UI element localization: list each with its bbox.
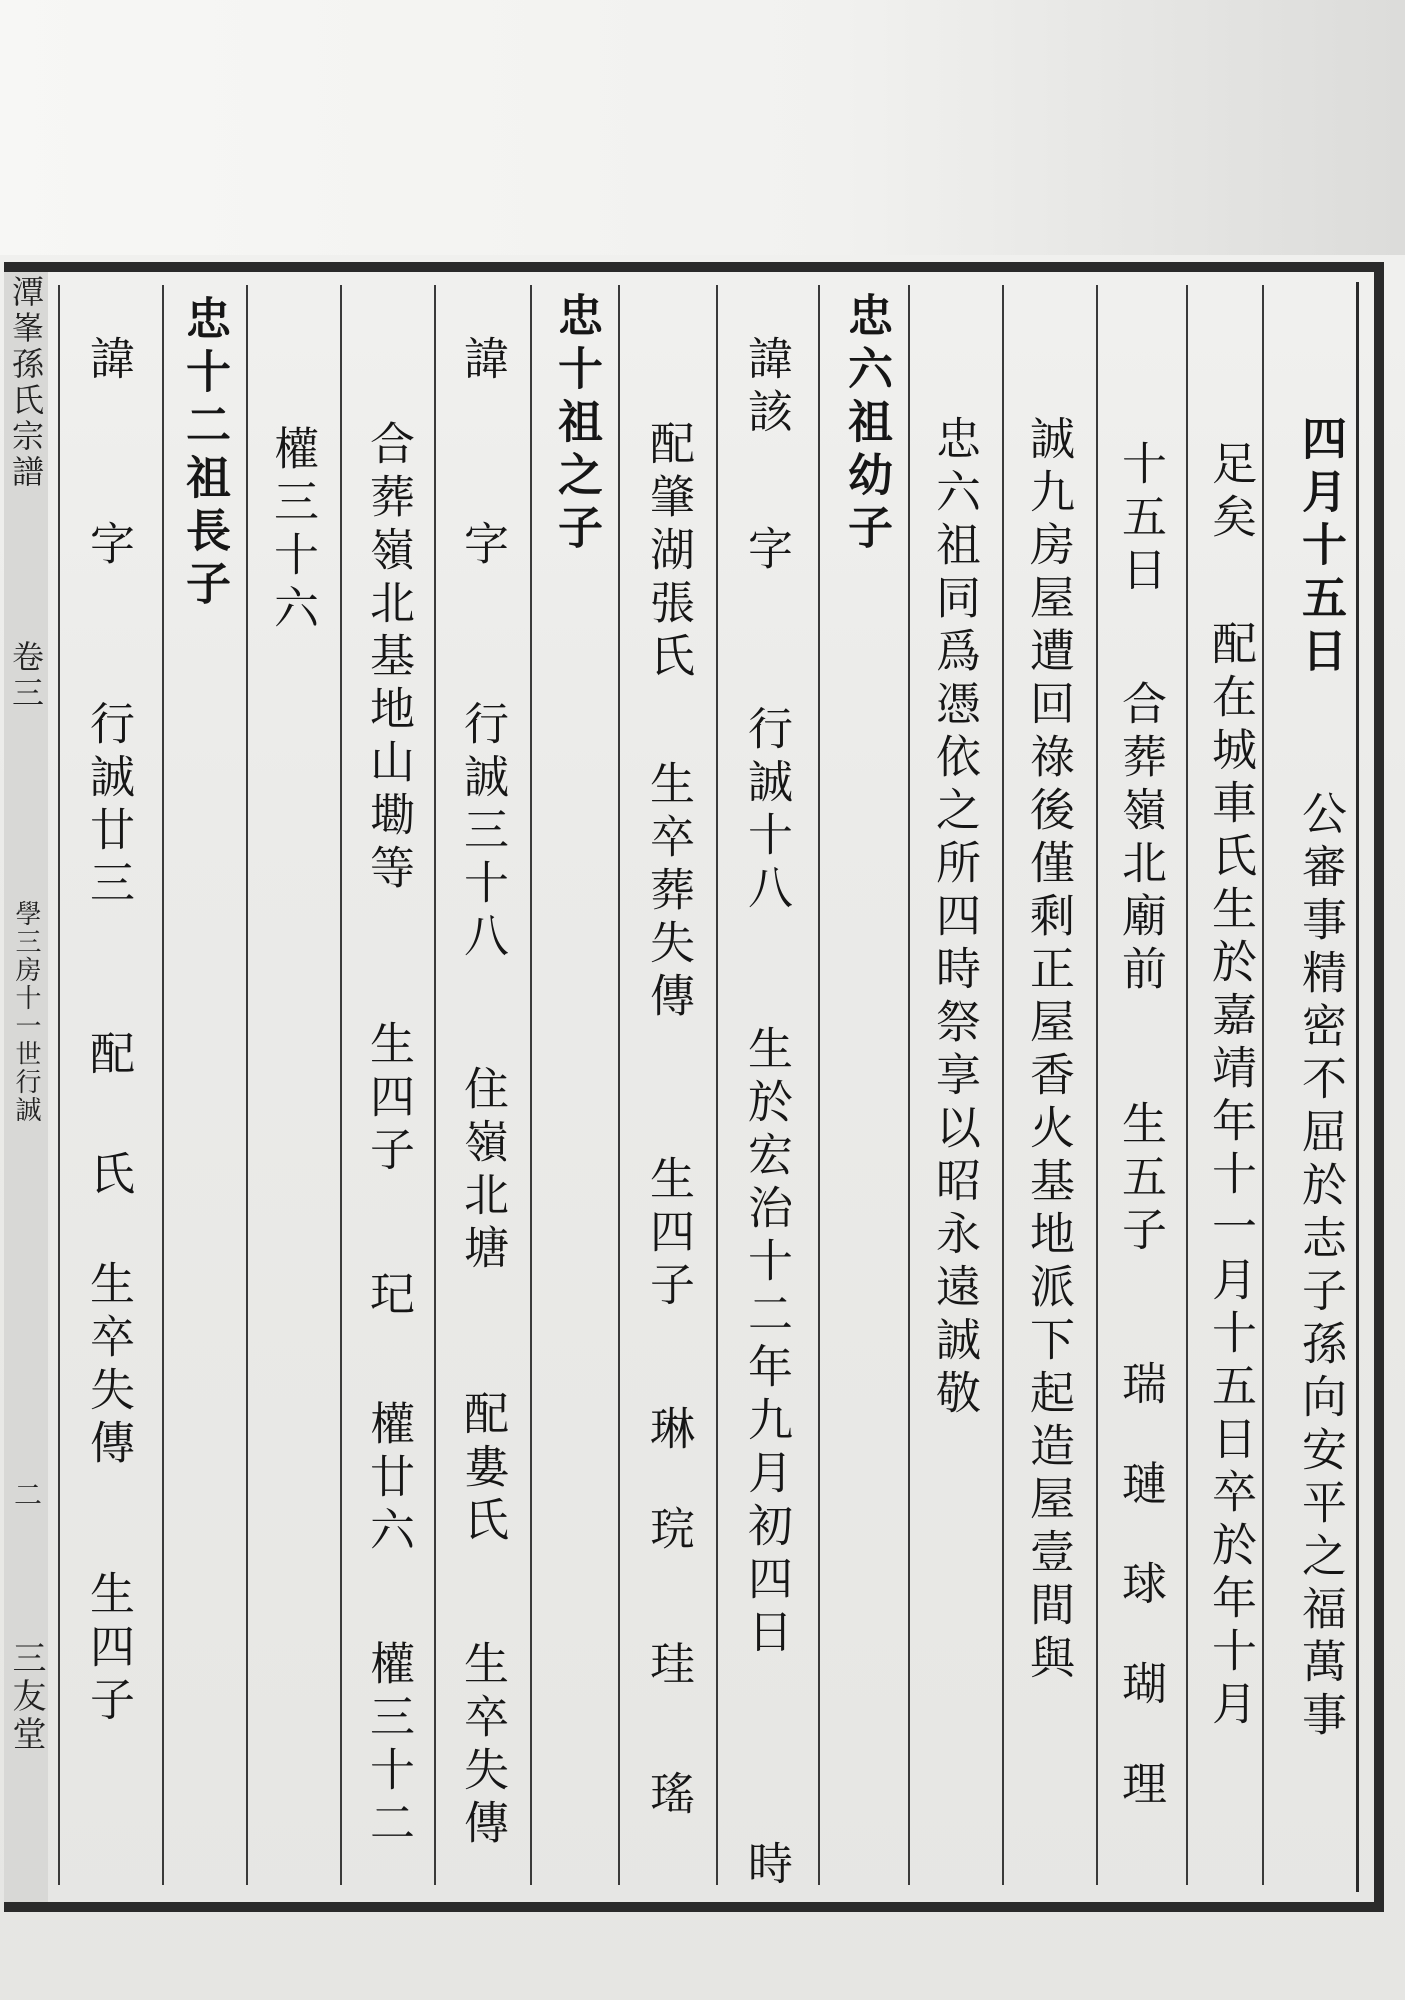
column-rule	[530, 285, 532, 1885]
text-segment: 諱該	[740, 335, 793, 441]
text-segment: 十五日	[1114, 440, 1167, 599]
text-segment: 諱	[456, 335, 509, 388]
text-segment: 四月十五日	[1294, 415, 1347, 680]
column-rule	[818, 285, 820, 1885]
column-rule	[1186, 285, 1188, 1885]
text-segment: 生五子	[1114, 1100, 1167, 1259]
text-segment: 權廿六	[362, 1400, 415, 1559]
text-column-8	[632, 0, 704, 2000]
text-segment: 住嶺北塘	[456, 1065, 509, 1277]
margin-hall-name: 三友堂	[6, 1640, 46, 1754]
column-rule	[908, 285, 910, 1885]
text-segment: 忠六祖幼子	[840, 292, 893, 557]
text-column-5	[918, 0, 990, 2000]
text-column-12	[256, 0, 328, 2000]
text-segment: 琳	[642, 1405, 695, 1458]
text-segment: 配婁氏	[456, 1390, 509, 1549]
text-segment: 生於宏治十二年九月初四日	[740, 1025, 793, 1661]
text-segment: 璉	[1114, 1460, 1167, 1513]
text-segment: 行誠十八	[740, 705, 793, 917]
column-rule	[340, 285, 342, 1885]
text-column-4	[1012, 0, 1084, 2000]
text-segment: 配	[82, 1030, 135, 1083]
column-rule	[1096, 285, 1098, 1885]
text-segment: 字	[740, 525, 793, 578]
text-column-13	[168, 0, 240, 2000]
text-column-10	[446, 0, 518, 2000]
text-column-1	[1284, 0, 1356, 2000]
text-segment: 琓	[642, 1505, 695, 1558]
text-segment: 公審事精密不屈於志子孫向安平之福萬事	[1294, 790, 1347, 1744]
text-segment: 氏	[82, 1150, 135, 1203]
text-segment: 玘	[362, 1270, 415, 1323]
margin-title: 潭峯孫氏宗譜	[7, 275, 45, 491]
column-rule	[1002, 285, 1004, 1885]
text-segment: 忠十祖之子	[550, 292, 603, 557]
column-rule	[434, 285, 436, 1885]
text-segment: 權三十六	[266, 425, 319, 637]
margin-volume: 卷三	[7, 640, 45, 712]
text-segment: 配在城車氏生於嘉靖年十一月十五日卒於年十月	[1204, 620, 1257, 1733]
text-segment: 時	[740, 1840, 793, 1893]
column-rule	[246, 285, 248, 1885]
text-segment: 瑚	[1114, 1660, 1167, 1713]
text-column-9	[540, 0, 612, 2000]
text-column-7	[730, 0, 802, 2000]
text-column-2	[1194, 0, 1266, 2000]
text-segment: 誠九房屋遭回祿後僅剩正屋香火基地派下起造屋壹間與	[1022, 415, 1075, 1687]
text-column-11	[352, 0, 424, 2000]
text-segment: 諱	[82, 335, 135, 388]
text-segment: 生卒葬失傳	[642, 760, 695, 1025]
text-segment: 忠十二祖長子	[178, 295, 231, 613]
text-segment: 合葬嶺北廟前	[1114, 680, 1167, 998]
text-segment: 生四子	[642, 1155, 695, 1314]
text-segment: 生卒失傳	[456, 1640, 509, 1852]
text-column-3	[1104, 0, 1176, 2000]
text-segment: 權三十二	[362, 1640, 415, 1852]
text-segment: 合葬嶺北基地山墈等	[362, 420, 415, 897]
margin-section: 學三房十一世行誠	[11, 900, 41, 1124]
text-segment: 瑞	[1114, 1360, 1167, 1413]
frame-inner-rule	[1356, 282, 1359, 1892]
text-segment: 行誠三十八	[456, 700, 509, 965]
text-column-6	[830, 0, 902, 2000]
text-segment: 字	[456, 520, 509, 573]
text-segment: 配肇湖張氏	[642, 420, 695, 685]
text-segment: 字	[82, 520, 135, 573]
text-segment: 行誠廿三	[82, 700, 135, 912]
text-segment: 珪	[642, 1640, 695, 1693]
text-segment: 生四子	[362, 1020, 415, 1179]
column-rule	[162, 285, 164, 1885]
margin-page-number: 二	[10, 1480, 43, 1508]
column-rule	[58, 285, 60, 1885]
text-segment: 理	[1114, 1760, 1167, 1813]
text-segment: 忠六祖同爲憑依之所四時祭享以昭永遠誠敬	[928, 415, 981, 1422]
text-segment: 生卒失傳	[82, 1260, 135, 1472]
column-rule	[618, 285, 620, 1885]
text-segment: 瑤	[642, 1770, 695, 1823]
column-rule	[716, 285, 718, 1885]
text-segment: 足矣	[1204, 440, 1257, 546]
text-segment: 生四子	[82, 1570, 135, 1729]
text-segment: 球	[1114, 1560, 1167, 1613]
text-column-14	[72, 0, 144, 2000]
